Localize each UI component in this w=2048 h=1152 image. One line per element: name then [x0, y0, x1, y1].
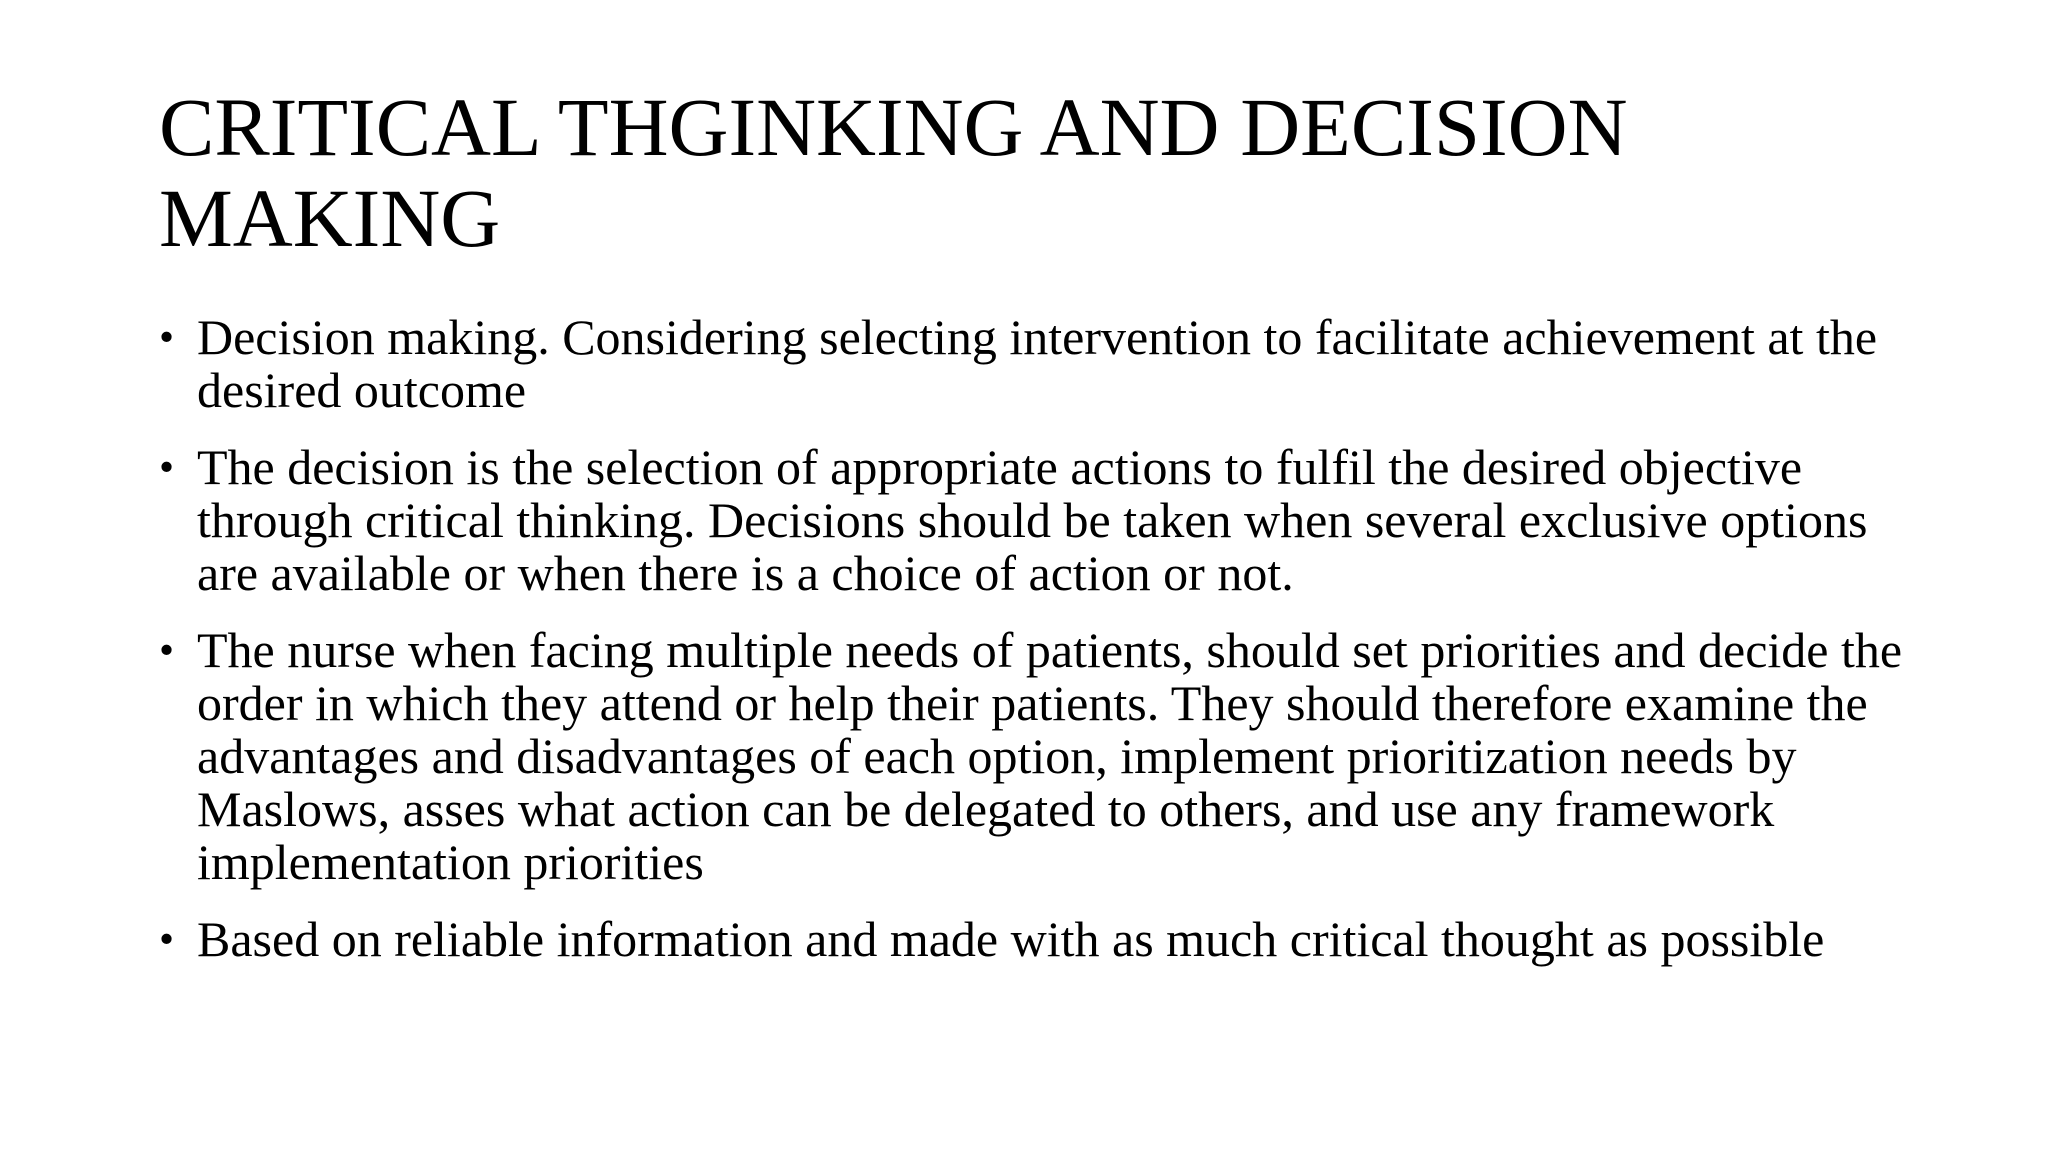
bullet-text: The decision is the selection of appropriate actions to fulfil the desired objective through critical thinking. Decisions should be taken when several exclusive options are available or when there is a choice of action or not.: [197, 439, 1868, 601]
bullet-text: The nurse when facing multiple needs of patients, should set priorities and decide the order in which they attend or help their patients. They should therefore examine the advantages and disadvantages of each option, implement prioritization needs by Maslows, asses what action can be delegated to others, and use any framework implementation priorities: [197, 622, 1903, 890]
bullet-dot: •: [159, 627, 175, 674]
bullet-text: Decision making. Considering selecting intervention to facilitate achievement at the desired outcome: [197, 309, 1878, 418]
bullet-item-nurse-priorities: [159, 624, 1919, 889]
bullet-dot: •: [159, 916, 175, 963]
slide-title: CRITICAL THGINKING AND DECISION MAKING: [159, 81, 1628, 264]
bullet-list: [159, 311, 1919, 990]
bullet-item-reliable-information: [159, 913, 1919, 966]
bullet-item-decision-definition: [159, 441, 1919, 600]
bullet-text: Based on reliable information and made with as much critical thought as possible: [197, 911, 1825, 967]
bullet-dot: •: [159, 444, 175, 491]
bullet-item-decision-making: [159, 311, 1919, 417]
bullet-dot: •: [159, 314, 175, 361]
